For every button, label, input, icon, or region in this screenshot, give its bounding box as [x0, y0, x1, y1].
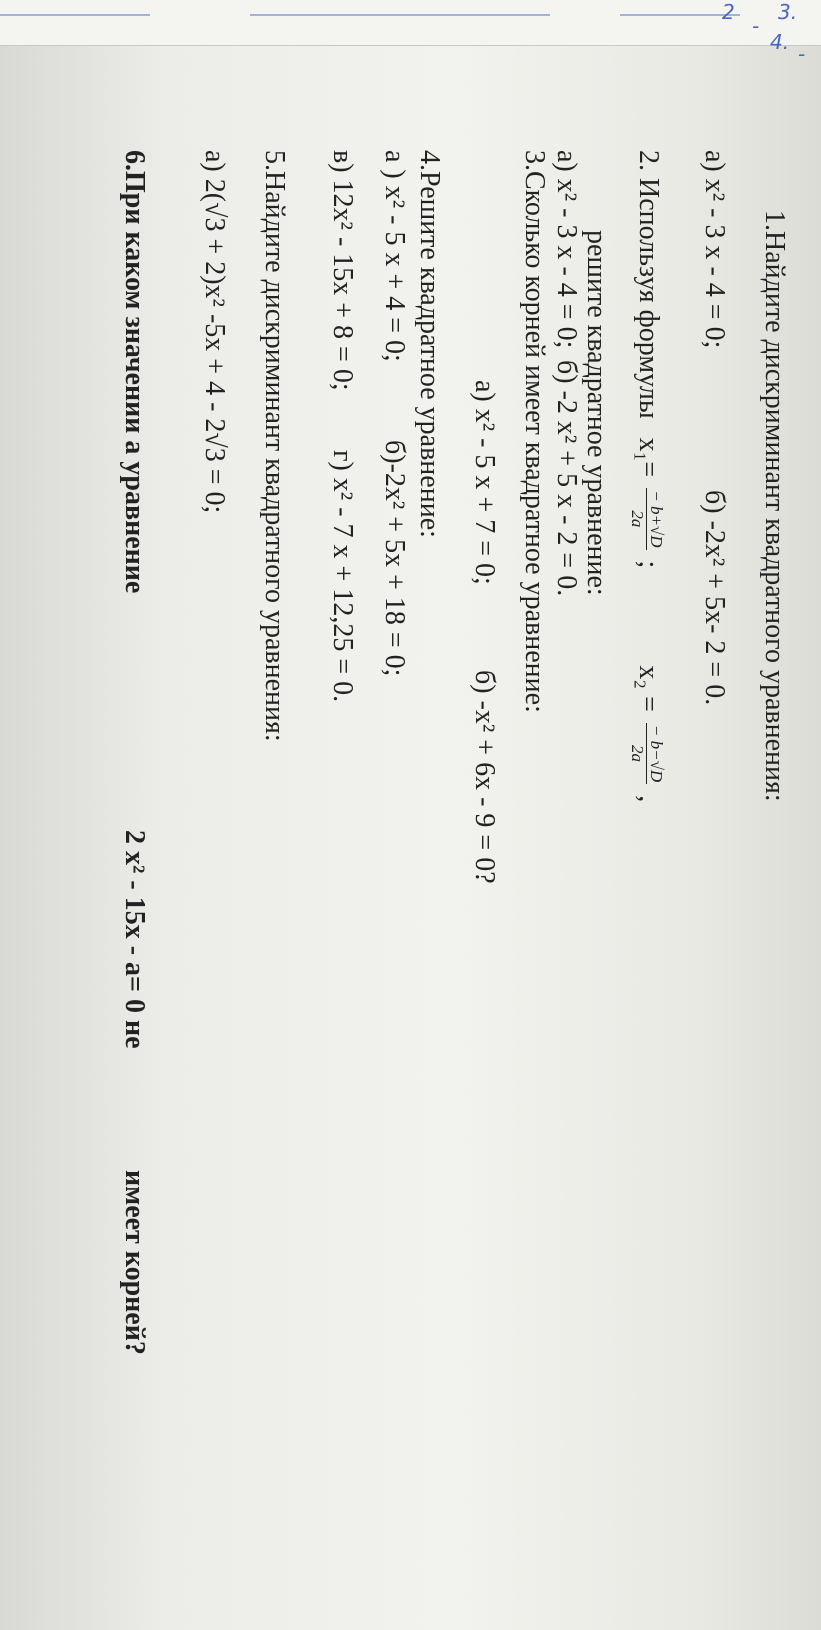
- x1-denominator: 2a: [628, 510, 647, 528]
- task5-item-a: а) 2(√3 + 2)x² -5x + 4 - 2√3 = 0;: [199, 150, 230, 514]
- margin-note: -: [752, 14, 760, 38]
- task6-tail: имеет корней?: [119, 1170, 150, 1355]
- x1-label: x₁=: [633, 437, 665, 478]
- task2-formula-line: [628, 150, 665, 802]
- task3-title: 3.Сколько корней имеет квадратное уравнение:: [519, 150, 550, 713]
- margin-note: 3.: [778, 0, 798, 24]
- ruled-line: [0, 14, 150, 16]
- task4-item-g: г) x² - 7 x + 12,25 = 0.: [327, 450, 358, 703]
- x1-fraction: [628, 488, 665, 549]
- task3-item-b: б) -x² + 6x - 9 = 0?: [469, 670, 500, 884]
- notebook-page-edge: [0, 0, 821, 46]
- task3-item-a: а) x² - 5 x + 7 = 0;: [469, 380, 500, 585]
- task2-item-a: а) x² - 3 x - 4 = 0;: [551, 150, 582, 349]
- task1-title: 1.Найдите дискриминант квадратного уравнения:: [759, 210, 790, 802]
- task4-item-b: б)-2x² + 5x + 18 = 0;: [379, 440, 410, 677]
- task5-title: 5.Найдите дискриминант квадратного уравнения:: [259, 150, 290, 742]
- x2-denominator: 2a: [628, 745, 647, 763]
- task1-item-b: б) -2x² + 5x- 2 = 0.: [699, 490, 730, 706]
- task4-item-v: в) 12x² - 15x + 8 = 0;: [327, 150, 358, 391]
- task6-equation: 2 x² - 15x - a= 0 не: [119, 830, 150, 1049]
- worksheet: [10, 150, 790, 1630]
- x1-numerator: − b+√D: [647, 490, 666, 548]
- ruled-line: [250, 14, 550, 16]
- task2-item-b: б) -2 x² + 5 x - 2 = 0.: [551, 360, 582, 597]
- task1-item-a: а) x² - 3 x - 4 = 0;: [699, 150, 730, 349]
- task2-title: 2. Используя формулы: [633, 150, 665, 419]
- task4-title: 4.Решите квадратное уравнение:: [414, 150, 445, 538]
- x2-fraction: [628, 723, 665, 784]
- x2-separator: ,: [633, 795, 665, 803]
- x2-label: x₂ =: [633, 665, 665, 712]
- task2-subtitle: решите квадратное уравнение:: [581, 230, 612, 596]
- margin-note: -: [798, 42, 806, 66]
- task6-title: 6.При каком значении а уравнение: [119, 150, 150, 594]
- margin-note: 2: [722, 0, 735, 24]
- margin-note: 4.: [770, 30, 790, 54]
- x2-numerator: − b−√D: [647, 724, 666, 783]
- x1-separator: ;: [633, 560, 665, 569]
- task4-item-a: а ) x² - 5 x + 4 = 0;: [379, 150, 410, 362]
